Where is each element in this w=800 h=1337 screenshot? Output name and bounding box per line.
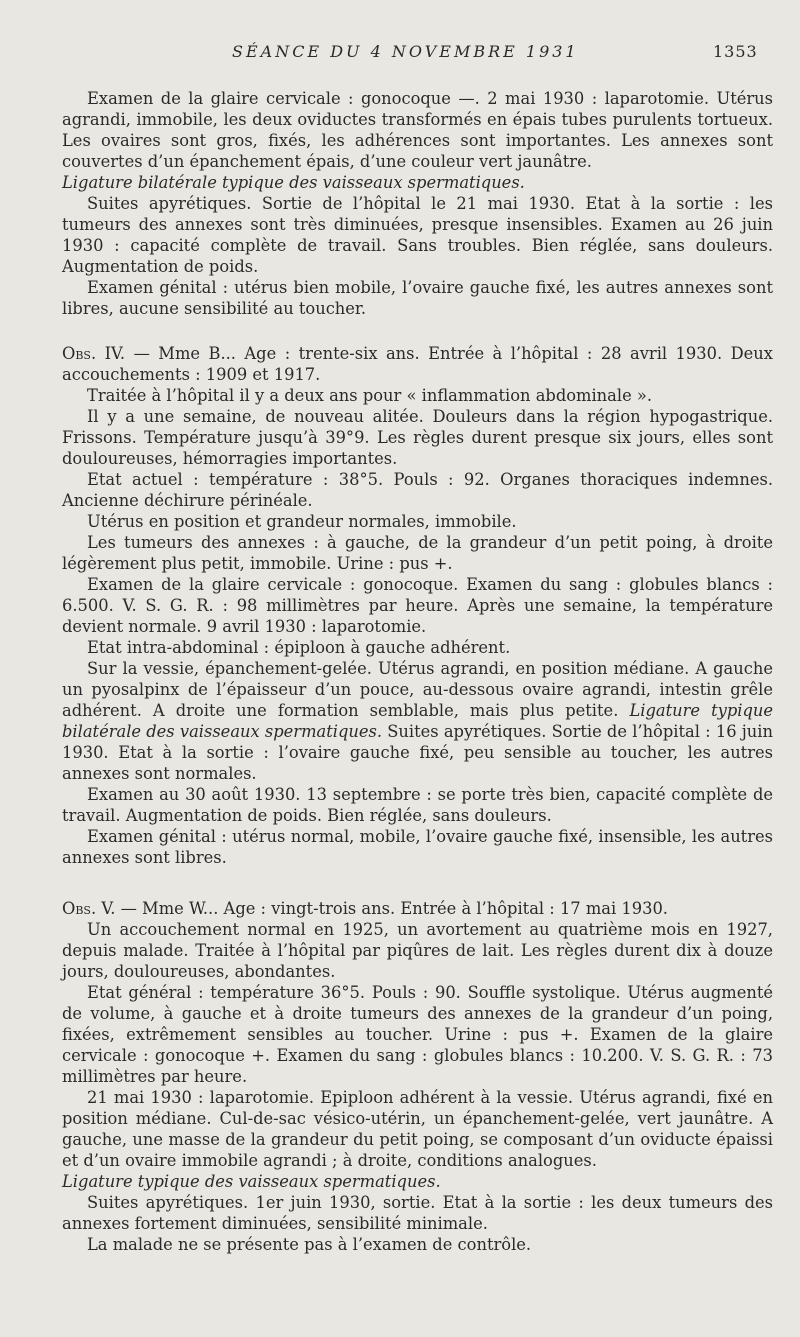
obs4-operation-paragraph xyxy=(62,658,773,784)
obs3-paragraph: Examen de la glaire cervicale : gonocoque —. 2 mai 1930 : laparotomie. Utérus agrandi, immobile, les deux oviductes transformés en épais tubes purulents tortueux. Les ovaires sont gros, fixés, les adhérences sont importantes. Les annexes sont couvertes d’un épanchement épais, d’une couleur vert jaunâtre. xyxy=(62,89,773,171)
obs4-paragraph: Etat intra-abdominal : épiploon à gauche adhérent. xyxy=(87,638,511,657)
article-body xyxy=(62,88,773,1255)
obs4-operation-end: Suites apyrétiques. Sortie de l’hôpital : 16 juin 1930. Etat à la sortie : l’ovaire gauche fixé, peu sensible au toucher, les autres annexes sont normales. xyxy=(62,722,773,783)
obs5-heading-paragraph xyxy=(62,898,773,919)
obs4-label: Obs. IV. xyxy=(62,344,126,363)
page-number: 1353 xyxy=(713,42,758,61)
obs5-paragraph: Suites apyrétiques. 1er juin 1930, sortie. Etat à la sortie : les deux tumeurs des annexes fortement diminuées, sensibilité minimale. xyxy=(62,1193,773,1233)
obs5-ligature-italic: Ligature typique des vaisseaux spermatiques. xyxy=(62,1172,441,1191)
obs4-heading-paragraph xyxy=(62,343,773,385)
obs4-ligature-italic: Ligature typique bilatérale des vaisseaux spermatiques. xyxy=(62,701,773,741)
obs4-paragraph: Examen au 30 août 1930. 13 septembre : se porte très bien, capacité complète de travail. Augmentation de poids. Bien réglée, sans douleurs. xyxy=(62,785,773,825)
obs5-paragraph: 21 mai 1930 : laparotomie. Epiploon adhérent à la vessie. Utérus agrandi, fixé en position médiane. Cul-de-sac vésico-utérin, un épanchement-gelée, vert jaunâtre. A gauche, une masse de la grandeur du petit poing, se composant d’un oviducte épaissi et d’un ovaire immobile agrandi ; à droite, conditions analogues. xyxy=(62,1088,773,1170)
obs4-paragraph: Utérus en position et grandeur normales, immobile. xyxy=(87,512,517,531)
obs5-paragraph: Etat général : température 36°5. Pouls : 90. Souffle systolique. Utérus augmenté de volume, à gauche et à droite tumeurs des annexes de la grandeur d’un poing, fixées, extrêmement sensibles au toucher. Urine : pus +. Examen de la glaire cervicale : gonocoque +. Examen du sang : globules blancs : 10.200. V. S. G. R. : 73 millimètres par heure. xyxy=(62,983,773,1086)
obs4-operation-text: Sur la vessie, épanchement-gelée. Utérus agrandi, en position médiane. A gauche un pyosalpinx de l’épaisseur d’un pouce, au-dessous ovaire agrandi, intestin grêle adhérent. A droite une formation semblable, mais plus petite. xyxy=(62,659,773,720)
obs5-paragraph: La malade ne se présente pas à l’examen de contrôle. xyxy=(87,1235,532,1254)
running-title: SÉANCE DU 4 NOVEMBRE 1931 xyxy=(232,42,579,61)
obs5-label: Obs. V. xyxy=(62,899,116,918)
obs4-paragraph: Examen de la glaire cervicale : gonocoque. Examen du sang : globules blancs : 6.500. V. S. G. R. : 98 millimètres par heure. Après une semaine, la température devient normale. 9 avril 1930 : laparotomie. xyxy=(62,575,773,636)
obs4-paragraph: Traitée à l’hôpital il y a deux ans pour « inflammation abdominale ». xyxy=(87,386,653,405)
obs4-paragraph: Etat actuel : température : 38°5. Pouls : 92. Organes thoraciques indemnes. Ancienne déchirure périnéale. xyxy=(62,470,773,510)
obs4-paragraph: Les tumeurs des annexes : à gauche, de la grandeur d’un petit poing, à droite légèrement plus petit, immobile. Urine : pus +. xyxy=(62,533,773,573)
obs3-ligature-italic: Ligature bilatérale typique des vaisseaux spermatiques. xyxy=(62,173,525,192)
obs4-paragraph: Examen génital : utérus normal, mobile, l’ovaire gauche fixé, insensible, les autres annexes sont libres. xyxy=(62,827,773,867)
obs5-intro: — Mme W... Age : vingt-trois ans. Entrée à l’hôpital : 17 mai 1930. xyxy=(120,899,668,918)
obs3-paragraph: Examen génital : utérus bien mobile, l’ovaire gauche fixé, les autres annexes sont libres, aucune sensibilité au toucher. xyxy=(62,278,773,318)
obs4-intro: — Mme B... Age : trente-six ans. Entrée à l’hôpital : 28 avril 1930. Deux accouchements : 1909 et 1917. xyxy=(62,344,773,384)
obs3-paragraph: Suites apyrétiques. Sortie de l’hôpital le 21 mai 1930. Etat à la sortie : les tumeurs des annexes sont très diminuées, presque insensibles. Examen au 26 juin 1930 : capacité complète de travail. Sans troubles. Bien réglée, sans douleurs. Augmentation de poids. xyxy=(62,194,773,276)
obs5-paragraph: Un accouchement normal en 1925, un avortement au quatrième mois en 1927, depuis malade. Traitée à l’hôpital par piqûres de lait. Les règles durent dix à douze jours, douloureuses, abondantes. xyxy=(62,920,773,981)
page-header xyxy=(0,42,800,68)
obs4-paragraph: Il y a une semaine, de nouveau alitée. Douleurs dans la région hypogastrique. Frissons. Température jusqu’à 39°9. Les règles durent presque six jours, elles sont douloureuses, hémorragies importantes. xyxy=(62,407,773,468)
